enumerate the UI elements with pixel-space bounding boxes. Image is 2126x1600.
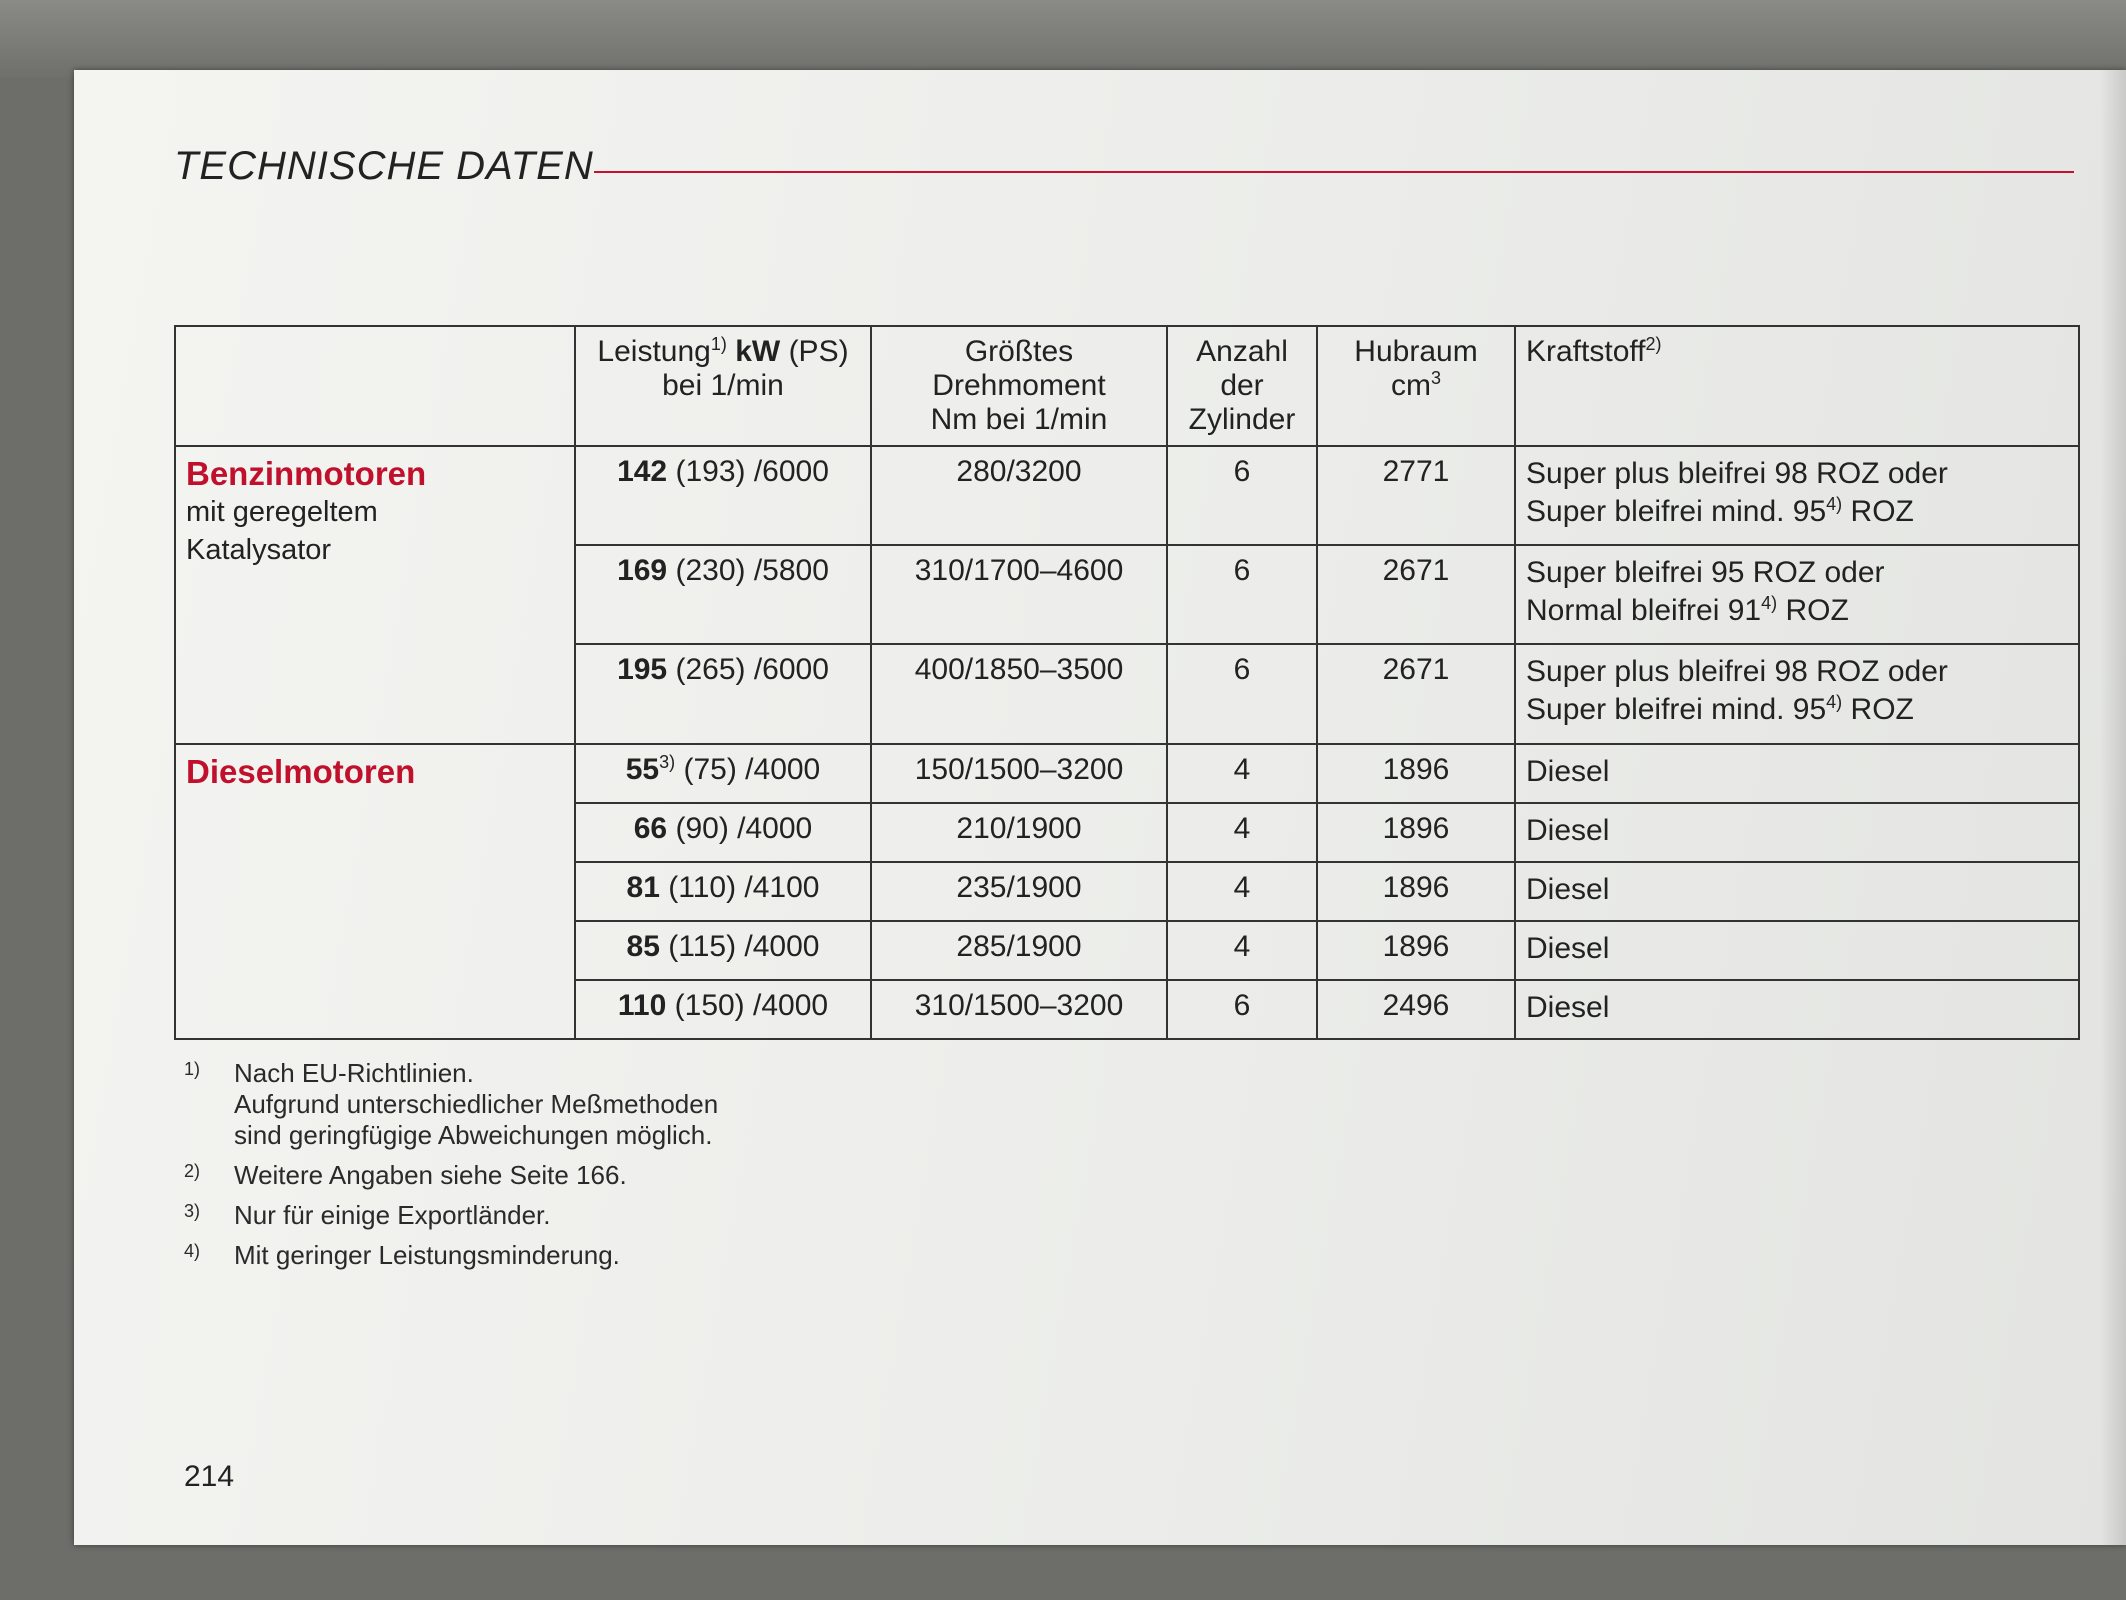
page-number: 214	[184, 1460, 235, 1493]
group-diesel	[175, 744, 575, 1039]
cylinders-cell	[1167, 744, 1317, 803]
cylinders-value: 4	[1233, 752, 1251, 786]
technical-data-table	[174, 325, 2080, 1040]
footnote-line: sind geringfügige Abweichungen möglich.	[234, 1120, 713, 1150]
displacement-cell	[1317, 803, 1515, 862]
displacement-cell	[1317, 921, 1515, 980]
displacement-cell	[1317, 644, 1515, 743]
fuel-cell	[1515, 921, 2079, 980]
header-empty-cell	[175, 326, 575, 446]
group-note: Katalysator	[186, 534, 332, 566]
cylinders-value: 4	[1233, 929, 1251, 963]
power-ps-rpm: (193) /6000	[675, 455, 829, 488]
fuel-line: Super plus bleifrei 98 ROZ oder	[1526, 457, 1948, 490]
torque-cell	[871, 862, 1167, 921]
torque-value: 280/3200	[956, 455, 1082, 488]
footnote	[184, 1240, 884, 1271]
manual-page	[74, 70, 2126, 1545]
footnote-line: Nur für einige Exportländer.	[234, 1200, 551, 1230]
fuel-line: Super bleifrei 95 ROZ oder	[1526, 556, 1885, 590]
footnote-line: Mit geringer Leistungsminderung.	[234, 1240, 620, 1270]
page-edge-shadow	[2100, 70, 2126, 1545]
displacement-cell	[1317, 545, 1515, 644]
displacement-cell	[1317, 446, 1515, 545]
group-note: mit geregeltem	[186, 496, 378, 528]
footnote	[184, 1200, 884, 1231]
fuel-cell	[1515, 744, 2079, 803]
power-ps-rpm: (90) /4000	[675, 811, 813, 845]
footnote	[184, 1058, 884, 1151]
cylinders-value: 4	[1233, 870, 1251, 904]
power-kw: 85	[626, 929, 660, 963]
fuel-line: Super bleifrei mind. 95	[1526, 495, 1827, 528]
header-torque-line: Nm bei 1/min	[930, 403, 1108, 436]
footnote-mark: 2)	[184, 1161, 201, 1181]
power-ps-rpm: (115) /4000	[668, 929, 820, 963]
torque-value: 150/1500–3200	[914, 752, 1124, 786]
torque-value: 285/1900	[956, 929, 1082, 963]
displacement-value: 2671	[1382, 653, 1450, 687]
fuel-line: Diesel	[1526, 990, 1610, 1024]
footnote-ref: 4)	[1826, 494, 1843, 514]
footnote-ref: 4)	[1761, 593, 1778, 614]
footnote-mark: 3)	[184, 1201, 201, 1221]
cylinders-cell	[1167, 644, 1317, 743]
displacement-value: 1896	[1382, 811, 1450, 845]
fuel-line: Diesel	[1526, 872, 1610, 906]
fuel-cell	[1515, 803, 2079, 862]
power-cell	[575, 921, 871, 980]
fuel-line: Normal bleifrei 91	[1526, 594, 1762, 628]
footnote-line: Aufgrund unterschiedlicher Meßmethoden	[234, 1089, 719, 1119]
displacement-value: 2671	[1382, 554, 1450, 588]
cylinders-value: 4	[1233, 811, 1251, 845]
torque-cell	[871, 644, 1167, 743]
header-displacement	[1317, 326, 1515, 446]
header-cylinders-line: der	[1220, 369, 1264, 402]
displacement-cell	[1317, 980, 1515, 1039]
header-power-unit: kW	[735, 335, 781, 368]
power-ps-rpm: (150) /4000	[674, 988, 829, 1022]
displacement-value: 2771	[1382, 455, 1450, 488]
torque-cell	[871, 545, 1167, 644]
power-kw: 55	[625, 752, 660, 786]
displacement-cell	[1317, 862, 1515, 921]
page-title: TECHNISCHE DATEN	[174, 144, 594, 188]
header-displacement-unit: cm	[1390, 369, 1431, 402]
displacement-value: 2496	[1382, 988, 1450, 1022]
header-power	[575, 326, 871, 446]
group-petrol	[175, 446, 575, 744]
header-rule	[594, 171, 2074, 173]
torque-cell	[871, 446, 1167, 545]
fuel-line: Diesel	[1526, 754, 1610, 788]
displacement-value: 1896	[1382, 929, 1450, 963]
power-cell	[575, 545, 871, 644]
cylinders-cell	[1167, 980, 1317, 1039]
header-torque-line: Größtes	[964, 335, 1074, 368]
cylinders-cell	[1167, 545, 1317, 644]
power-kw: 81	[626, 870, 660, 904]
fuel-line: Diesel	[1526, 813, 1610, 847]
torque-cell	[871, 980, 1167, 1039]
power-ps-rpm: (75) /4000	[683, 752, 821, 786]
power-kw: 169	[617, 554, 668, 588]
fuel-line: Super bleifrei mind. 95	[1526, 693, 1827, 727]
unit-exponent: 3	[1430, 368, 1441, 388]
header-torque-line: Drehmoment	[932, 369, 1106, 402]
torque-value: 310/1500–3200	[914, 988, 1124, 1022]
fuel-line: Diesel	[1526, 931, 1610, 965]
fuel-line: Super plus bleifrei 98 ROZ oder	[1526, 655, 1948, 689]
torque-cell	[871, 921, 1167, 980]
footnote-ref: 2)	[1645, 334, 1662, 354]
header-fuel-label: Kraftstoff	[1526, 335, 1646, 368]
cylinders-value: 6	[1233, 554, 1251, 588]
header-displacement-label: Hubraum	[1354, 335, 1478, 368]
header-power-rpm: bei 1/min	[662, 369, 784, 402]
header-cylinders	[1167, 326, 1317, 446]
fuel-line-suffix: ROZ	[1842, 495, 1914, 528]
power-cell	[575, 862, 871, 921]
displacement-value: 1896	[1382, 752, 1450, 786]
cylinders-value: 6	[1233, 653, 1251, 687]
backdrop	[0, 0, 2126, 78]
page-header	[174, 144, 2126, 204]
torque-cell	[871, 744, 1167, 803]
group-title: Benzinmotoren	[186, 455, 427, 492]
displacement-value: 1896	[1382, 870, 1450, 904]
cylinders-value: 6	[1233, 988, 1251, 1022]
cylinders-cell	[1167, 862, 1317, 921]
footnotes	[184, 1058, 884, 1280]
cylinders-cell	[1167, 803, 1317, 862]
power-cell	[575, 980, 871, 1039]
power-ps-rpm: (110) /4100	[668, 870, 820, 904]
torque-cell	[871, 803, 1167, 862]
footnote-ref: 3)	[659, 751, 676, 772]
torque-value: 235/1900	[956, 870, 1082, 904]
torque-value: 310/1700–4600	[914, 554, 1124, 588]
header-fuel	[1515, 326, 2079, 446]
table-row	[175, 446, 2079, 545]
displacement-cell	[1317, 744, 1515, 803]
footnote-line: Weitere Angaben siehe Seite 166.	[234, 1160, 627, 1190]
power-cell	[575, 744, 871, 803]
footnote-ref: 4)	[1826, 692, 1843, 713]
cylinders-cell	[1167, 921, 1317, 980]
header-cylinders-line: Zylinder	[1188, 403, 1296, 436]
power-kw: 195	[617, 653, 668, 687]
header-power-label: Leistung	[597, 335, 711, 368]
torque-value: 400/1850–3500	[914, 653, 1124, 687]
cylinders-value: 6	[1233, 455, 1251, 488]
fuel-line-suffix: ROZ	[1777, 594, 1849, 628]
footnote-line: Nach EU-Richtlinien.	[234, 1058, 474, 1088]
fuel-line-suffix: ROZ	[1842, 693, 1914, 727]
power-ps-rpm: (230) /5800	[675, 554, 829, 588]
footnote	[184, 1160, 884, 1191]
torque-value: 210/1900	[956, 811, 1082, 845]
power-kw: 142	[617, 455, 668, 488]
power-kw: 66	[633, 811, 668, 845]
footnote-ref: 1)	[710, 334, 727, 354]
fuel-cell	[1515, 446, 2079, 545]
power-cell	[575, 644, 871, 743]
group-title: Dieselmotoren	[186, 752, 416, 790]
fuel-cell	[1515, 980, 2079, 1039]
power-kw: 110	[617, 988, 667, 1022]
power-cell	[575, 446, 871, 545]
header-cylinders-line: Anzahl	[1196, 335, 1288, 368]
footnote-mark: 4)	[184, 1241, 201, 1261]
power-cell	[575, 803, 871, 862]
power-ps-rpm: (265) /6000	[675, 653, 829, 687]
fuel-cell	[1515, 545, 2079, 644]
header-torque	[871, 326, 1167, 446]
cylinders-cell	[1167, 446, 1317, 545]
table-row	[175, 744, 2079, 803]
fuel-cell	[1515, 644, 2079, 743]
footnote-mark: 1)	[184, 1059, 201, 1079]
header-power-ps: (PS)	[788, 335, 849, 368]
fuel-cell	[1515, 862, 2079, 921]
